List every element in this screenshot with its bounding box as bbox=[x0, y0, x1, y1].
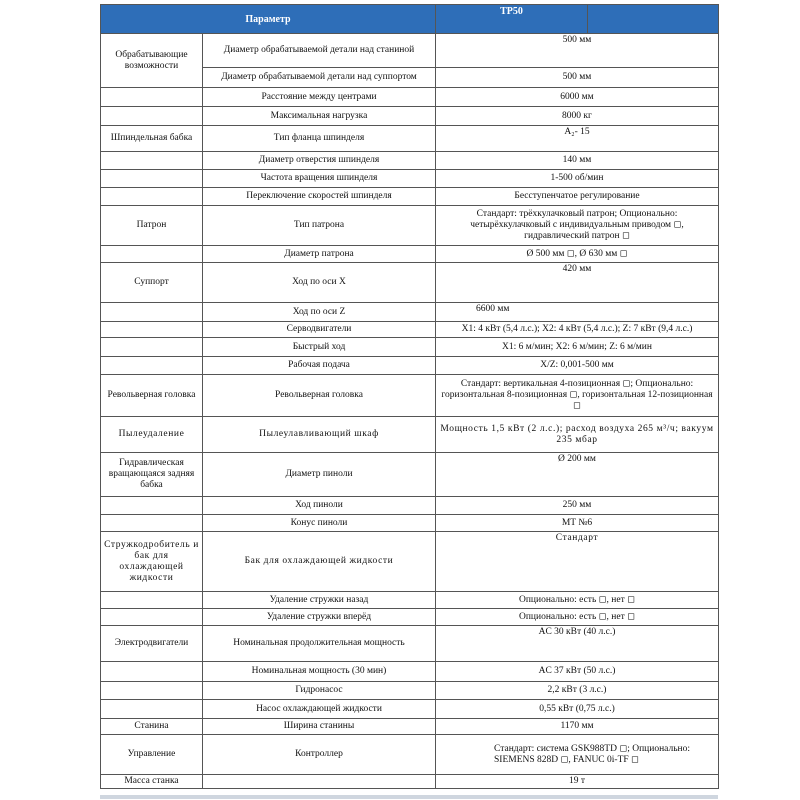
table-row bbox=[101, 626, 719, 662]
param-cell: Тип патрона bbox=[203, 206, 436, 246]
value-cell: Ø 500 мм ◻, Ø 630 мм ◻ bbox=[436, 246, 719, 263]
table-row bbox=[101, 592, 719, 609]
value-cell: MT №6 bbox=[436, 515, 719, 532]
value-cell: 1170 мм bbox=[436, 719, 719, 735]
group-cell-empty bbox=[101, 338, 203, 357]
table-row bbox=[101, 126, 719, 152]
value-cell: 140 мм bbox=[436, 152, 719, 170]
group-cell-empty bbox=[101, 246, 203, 263]
table-row bbox=[101, 719, 719, 735]
value-cell: 500 мм bbox=[436, 34, 719, 68]
param-cell: Расстояние между центрами bbox=[203, 88, 436, 107]
group-cell-empty bbox=[101, 152, 203, 170]
group-processing: Обрабатывающие возможности bbox=[101, 34, 203, 88]
value-cell: AC 30 кВт (40 л.с.) bbox=[436, 626, 719, 662]
group-cell-empty bbox=[101, 303, 203, 322]
group-cell-empty bbox=[101, 700, 203, 719]
table-row bbox=[101, 735, 719, 775]
group-control: Управление bbox=[101, 735, 203, 775]
table-row bbox=[101, 497, 719, 515]
param-cell bbox=[203, 775, 436, 789]
value-cell: Мощность 1,5 кВт (2 л.с.); расход воздуха 265 м³/ч; вакуум 235 мбар bbox=[436, 417, 719, 453]
group-cell-empty bbox=[101, 662, 203, 682]
param-cell: Конус пиноли bbox=[203, 515, 436, 532]
value-cell: X/Z: 0,001-500 мм bbox=[436, 357, 719, 375]
table-row bbox=[101, 532, 719, 592]
header-param: Параметр bbox=[101, 5, 436, 34]
param-cell: Бак для охлаждающей жидкости bbox=[203, 532, 436, 592]
table-row bbox=[101, 263, 719, 303]
param-cell: Контроллер bbox=[203, 735, 436, 775]
group-cell-empty bbox=[101, 188, 203, 206]
value-cell: Бесступенчатое регулирование bbox=[436, 188, 719, 206]
param-cell: Максимальная нагрузка bbox=[203, 107, 436, 126]
table-row bbox=[101, 322, 719, 338]
table-row bbox=[101, 700, 719, 719]
group-cell-empty bbox=[101, 107, 203, 126]
group-chips: Стружкодробитель и бак для охлаждающей жидкости bbox=[101, 532, 203, 592]
group-headstock: Шпиндельная бабка bbox=[101, 126, 203, 152]
group-cell-empty bbox=[101, 322, 203, 338]
param-cell: Револьверная головка bbox=[203, 375, 436, 417]
table-row bbox=[101, 338, 719, 357]
value-cell: Стандарт: трёхкулачковый патрон; Опционально: четырёхкулачковый с индивидуальным приводом ◻, гидравлический патрон ◻ bbox=[436, 206, 719, 246]
group-chuck: Патрон bbox=[101, 206, 203, 246]
param-cell: Ход по оси X bbox=[203, 263, 436, 303]
table-row bbox=[101, 303, 719, 322]
value-cell: A₂- 15 bbox=[436, 126, 719, 152]
param-cell: Рабочая подача bbox=[203, 357, 436, 375]
table-header-row bbox=[101, 5, 719, 34]
table-row bbox=[101, 357, 719, 375]
group-cell-empty bbox=[101, 609, 203, 626]
group-dust: Пылеудаление bbox=[101, 417, 203, 453]
param-cell: Переключение скоростей шпинделя bbox=[203, 188, 436, 206]
table-row bbox=[101, 375, 719, 417]
value-cell: AC 37 кВт (50 л.с.) bbox=[436, 662, 719, 682]
group-tailstock: Гидравлическая вращающаяся задняя бабка bbox=[101, 453, 203, 497]
table-row bbox=[101, 246, 719, 263]
value-cell: 6600 мм bbox=[436, 303, 719, 322]
param-cell: Удаление стружки вперёд bbox=[203, 609, 436, 626]
table-row bbox=[101, 107, 719, 126]
table-row bbox=[101, 682, 719, 700]
value-cell: 2,2 кВт (3 л.с.) bbox=[436, 682, 719, 700]
param-cell: Диаметр пиноли bbox=[203, 453, 436, 497]
value-cell: Опционально: есть ◻, нет ◻ bbox=[436, 609, 719, 626]
param-cell: Диаметр обрабатываемой детали над суппортом bbox=[203, 68, 436, 88]
group-carriage: Суппорт bbox=[101, 263, 203, 303]
param-cell: Диаметр обрабатываемой детали над станиной bbox=[203, 34, 436, 68]
value-cell: 8000 кг bbox=[436, 107, 719, 126]
group-turret: Револьверная головка bbox=[101, 375, 203, 417]
table-row bbox=[101, 417, 719, 453]
group-cell-empty bbox=[101, 88, 203, 107]
value-cell: 0,55 кВт (0,75 л.с.) bbox=[436, 700, 719, 719]
param-cell: Ширина станины bbox=[203, 719, 436, 735]
group-mass: Масса станка bbox=[101, 775, 203, 789]
group-cell-empty bbox=[101, 170, 203, 188]
value-cell: 19 т bbox=[436, 775, 719, 789]
group-cell-empty bbox=[101, 357, 203, 375]
value-cell: 250 мм bbox=[436, 497, 719, 515]
value-cell: Стандарт bbox=[436, 532, 719, 592]
group-cell-empty bbox=[101, 682, 203, 700]
table-row bbox=[101, 609, 719, 626]
table-row bbox=[101, 515, 719, 532]
group-cell-empty bbox=[101, 592, 203, 609]
param-cell: Номинальная продолжительная мощность bbox=[203, 626, 436, 662]
param-cell: Ход пиноли bbox=[203, 497, 436, 515]
table-row bbox=[101, 88, 719, 107]
table-row bbox=[101, 775, 719, 789]
param-cell: Диаметр патрона bbox=[203, 246, 436, 263]
param-cell: Номинальная мощность (30 мин) bbox=[203, 662, 436, 682]
value-cell: Опционально: есть ◻, нет ◻ bbox=[436, 592, 719, 609]
table-row bbox=[101, 170, 719, 188]
table-row bbox=[101, 152, 719, 170]
value-cell: 1-500 об/мин bbox=[436, 170, 719, 188]
bottom-divider bbox=[100, 795, 718, 799]
table-row bbox=[101, 453, 719, 497]
group-cell-empty bbox=[101, 515, 203, 532]
table-row bbox=[101, 662, 719, 682]
header-model: TP50 bbox=[436, 5, 588, 34]
value-cell: 500 мм bbox=[436, 68, 719, 88]
value-cell: X1: 4 кВт (5,4 л.с.); X2: 4 кВт (5,4 л.с.); Z: 7 кВт (9,4 л.с.) bbox=[436, 322, 719, 338]
param-cell: Быстрый ход bbox=[203, 338, 436, 357]
value-cell: Ø 200 мм bbox=[436, 453, 719, 497]
table-row bbox=[101, 34, 719, 68]
value-cell: Стандарт: система GSK988TD ◻; Опционально: SIEMENS 828D ◻, FANUC 0i-TF ◻ bbox=[436, 735, 719, 775]
param-cell: Частота вращения шпинделя bbox=[203, 170, 436, 188]
group-bed: Станина bbox=[101, 719, 203, 735]
table-row bbox=[101, 206, 719, 246]
param-cell: Удаление стружки назад bbox=[203, 592, 436, 609]
param-cell: Серводвигатели bbox=[203, 322, 436, 338]
param-cell: Насос охлаждающей жидкости bbox=[203, 700, 436, 719]
param-cell: Ход по оси Z bbox=[203, 303, 436, 322]
value-cell: 420 мм bbox=[436, 263, 719, 303]
param-cell: Диаметр отверстия шпинделя bbox=[203, 152, 436, 170]
table-row bbox=[101, 188, 719, 206]
param-cell: Пылеулавливающий шкаф bbox=[203, 417, 436, 453]
group-cell-empty bbox=[101, 497, 203, 515]
value-cell: 6000 мм bbox=[436, 88, 719, 107]
value-cell: Стандарт: вертикальная 4-позиционная ◻; Опционально: горизонтальная 8-позиционная ◻, горизонтальная 12-позиционная ◻ bbox=[436, 375, 719, 417]
param-cell: Тип фланца шпинделя bbox=[203, 126, 436, 152]
group-motors: Электродвигатели bbox=[101, 626, 203, 662]
spec-table bbox=[100, 4, 719, 789]
header-extra bbox=[588, 5, 719, 34]
param-cell: Гидронасос bbox=[203, 682, 436, 700]
value-cell: X1: 6 м/мин; X2: 6 м/мин; Z: 6 м/мин bbox=[436, 338, 719, 357]
